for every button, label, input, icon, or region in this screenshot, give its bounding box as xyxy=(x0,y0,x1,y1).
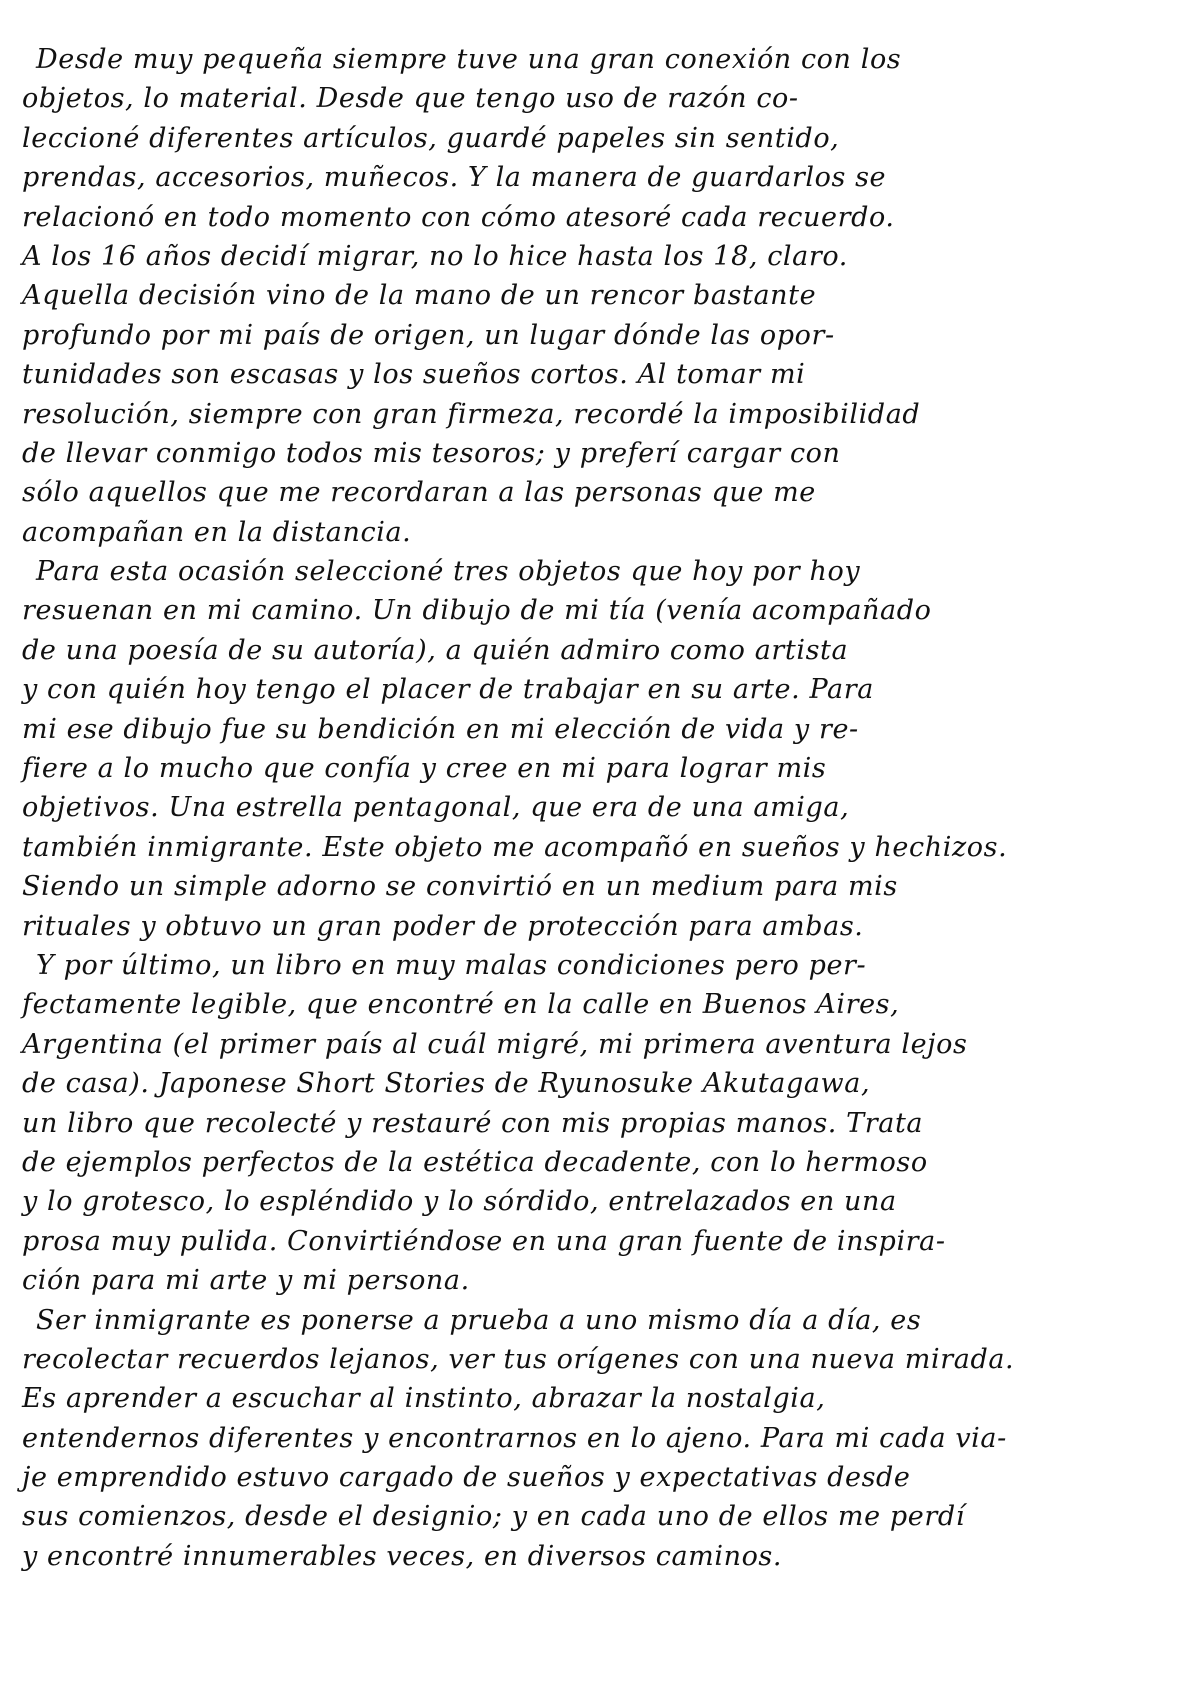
text-line: leccioné diferentes artículos, guardé papeles sin sentido, xyxy=(22,122,840,154)
text-line: relacionó en todo momento con cómo atesoré cada recuerdo. xyxy=(22,201,895,233)
text-line: y encontré innumerables veces, en diversos caminos. xyxy=(22,1540,783,1572)
text-line: Ser inmigrante es ponerse a prueba a uno mismo día a día, es xyxy=(36,1304,922,1336)
text-line: fiere a lo mucho que confía y cree en mi para lograr mis xyxy=(22,753,827,785)
text-line: Siendo un simple adorno se convirtió en un medium para mis xyxy=(22,871,898,903)
text-line: tunidades son escasas y los sueños cortos. Al tomar mi xyxy=(22,359,806,391)
text-line: de llevar conmigo todos mis tesoros; y preferí cargar con xyxy=(22,437,841,469)
text-line: prosa muy pulida. Convirtiéndose en una gran fuente de inspira- xyxy=(22,1225,946,1257)
text-line: rituales y obtuvo un gran poder de protección para ambas. xyxy=(22,910,864,942)
text-line: de casa). Japonese Short Stories de Ryunosuke Akutagawa, xyxy=(22,1068,871,1100)
text-line: resuenan en mi camino. Un dibujo de mi tía (venía acompañado xyxy=(22,595,932,627)
text-line: recolectar recuerdos lejanos, ver tus orígenes con una nueva mirada. xyxy=(22,1343,1015,1375)
text-line: prendas, accesorios, muñecos. Y la manera de guardarlos se xyxy=(22,162,887,194)
text-line: profundo por mi país de origen, un lugar dónde las opor- xyxy=(22,319,835,351)
text-line: Argentina (el primer país al cuál migré, mi primera aventura lejos xyxy=(22,1028,968,1060)
text-line: sus comienzos, desde el designio; y en cada uno de ellos me perdí xyxy=(22,1501,965,1533)
text-line: entendernos diferentes y encontrarnos en lo ajeno. Para mi cada via- xyxy=(22,1422,1007,1454)
text-line: Y por último, un libro en muy malas condiciones pero per- xyxy=(36,949,867,981)
text-line: de ejemplos perfectos de la estética decadente, con lo hermoso xyxy=(22,1146,928,1178)
text-line: A los 16 años decidí migrar, no lo hice hasta los 18, claro. xyxy=(22,240,848,272)
text-line: acompañan en la distancia. xyxy=(22,516,412,548)
text-line: Desde muy pequeña siempre tuve una gran conexión con los xyxy=(36,44,902,75)
text-line: Para esta ocasión seleccioné tres objetos que hoy por hoy xyxy=(36,556,861,588)
text-line: Aquella decisión vino de la mano de un rencor bastante xyxy=(22,280,817,312)
text-line: mi ese dibujo fue su bendición en mi elección de vida y re- xyxy=(22,713,859,745)
handwritten-text-block xyxy=(22,40,1182,1576)
text-line: también inmigrante. Este objeto me acompañó en sueños y hechizos. xyxy=(22,831,1008,863)
text-line: objetos, lo material. Desde que tengo uso de razón co- xyxy=(22,83,799,115)
text-line: de una poesía de su autoría), a quién admiro como artista xyxy=(22,634,849,666)
text-line: y lo grotesco, lo espléndido y lo sórdido, entrelazados en una xyxy=(22,1186,897,1218)
text-line: un libro que recolecté y restauré con mis propias manos. Trata xyxy=(22,1107,924,1139)
text-line: y con quién hoy tengo el placer de trabajar en su arte. Para xyxy=(22,674,874,706)
text-line: fectamente legible, que encontré en la calle en Buenos Aires, xyxy=(22,989,900,1021)
text-line: Es aprender a escuchar al instinto, abrazar la nostalgia, xyxy=(22,1383,826,1415)
text-line: objetivos. Una estrella pentagonal, que era de una amiga, xyxy=(22,792,850,824)
text-line: sólo aquellos que me recordaran a las personas que me xyxy=(22,477,816,509)
text-line: je emprendido estuvo cargado de sueños y expectativas desde xyxy=(22,1462,911,1494)
text-line: resolución, siempre con gran firmeza, recordé la imposibilidad xyxy=(22,398,921,430)
text-line: ción para mi arte y mi persona. xyxy=(22,1265,470,1297)
